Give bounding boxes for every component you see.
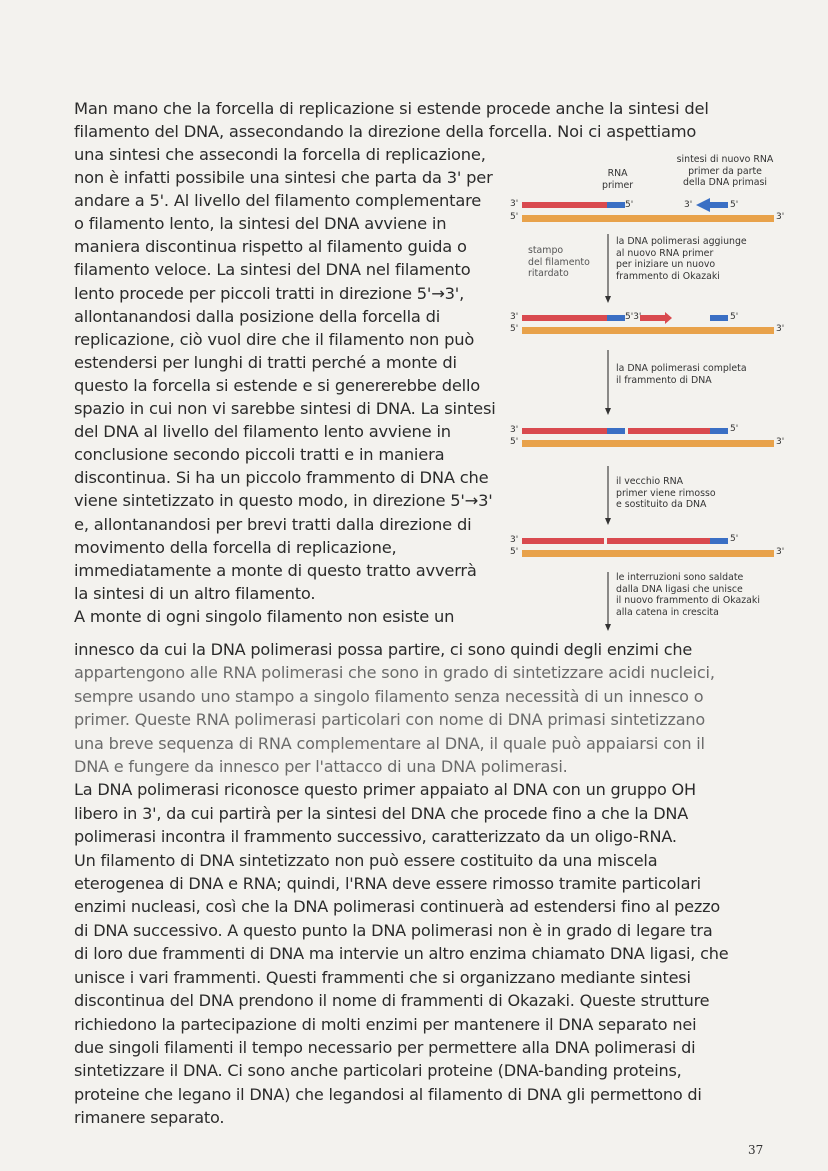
step4-label (616, 572, 760, 618)
new-dna-strand (522, 428, 607, 434)
end-label: 3' (510, 425, 519, 435)
label-line: alla catena in crescita (616, 606, 719, 618)
top-paragraph (74, 97, 794, 143)
text-line: due singoli filamenti il tempo necessario per permettere alla DNA polimerasi di (74, 1037, 696, 1057)
end-label: 3' (510, 535, 519, 545)
end-label: 5' (730, 200, 739, 210)
text-line: appartengono alle RNA polimerasi che sono in grado di sintetizzare acidi nucleici, (74, 663, 715, 683)
label-line: stampo (528, 245, 564, 256)
text-line: libero in 3', da cui partirà per la sintesi del DNA che procede fino a che la DNA (74, 803, 689, 823)
label-line: il vecchio RNA (616, 476, 684, 487)
arrow-left-icon (696, 198, 710, 212)
label-line: primer (602, 179, 634, 191)
label-line: le interruzioni sono saldate (616, 572, 744, 583)
label-line: dalla DNA ligasi che unisce (616, 583, 743, 595)
text-line: andare a 5'. Al livello del filamento complementare (74, 191, 482, 211)
text-line: questo la forcella si estende e si genererebbe dello (74, 375, 481, 395)
text-line: A monte di ogni singolo filamento non esiste un (74, 606, 455, 626)
text-line: maniera discontinua rispetto al filamento guida o (74, 237, 467, 257)
new-dna-strand (640, 315, 665, 321)
rna-primer (710, 202, 728, 208)
step3-label (616, 476, 716, 511)
text-line: discontinua del DNA prendono il nome di frammenti di Okazaki. Queste strutture (74, 991, 710, 1011)
rna-primer (710, 428, 728, 434)
label-line: sintesi di nuovo RNA (676, 154, 774, 165)
step2-label (616, 363, 747, 386)
step1-label (616, 236, 747, 282)
arrow-down-icon (605, 518, 611, 525)
text-line: rimanere separato. (74, 1108, 225, 1128)
label-line: e sostituito da DNA (616, 499, 707, 510)
text-line: la sintesi di un altro filamento. (74, 583, 316, 603)
rna-primer (710, 538, 728, 544)
end-label: 5' (730, 312, 739, 322)
end-label: 3' (776, 437, 785, 447)
end-label: 3' (776, 547, 785, 557)
label-line: al nuovo RNA primer (616, 247, 714, 259)
text-line: del DNA al livello del filamento lento avviene in (74, 422, 451, 442)
end-label: 5'3' (625, 312, 642, 322)
text-line: proteine che legano il DNA) che legandosi al filamento di DNA gli permettono di (74, 1084, 702, 1104)
label-line: primer viene rimosso (616, 487, 716, 499)
text-line: sintetizzare il DNA. Ci sono anche particolari proteine (DNA-banding proteins, (74, 1061, 682, 1081)
label-line: primer da parte (688, 165, 762, 177)
text-line: filamento veloce. La sintesi del DNA nel filamento (74, 260, 471, 280)
label-line: la DNA polimerasi completa (616, 363, 747, 374)
end-label: 5' (625, 200, 634, 210)
new-dna-strand (607, 538, 710, 544)
diagram-graphics (510, 148, 800, 638)
label-line: della DNA primasi (682, 177, 768, 188)
text-line: discontinua. Si ha un piccolo frammento di DNA che (74, 468, 489, 488)
end-label: 3' (510, 199, 519, 209)
template-strand (522, 440, 774, 447)
end-label: 5' (730, 534, 739, 544)
end-label: 5' (510, 324, 519, 334)
text-line: polimerasi incontra il frammento successivo, caratterizzato da un oligo-RNA. (74, 827, 677, 847)
text-line: Man mano che la forcella di replicazione si estende procede anche la sintesi del (74, 99, 709, 118)
text-line: o filamento lento, la sintesi del DNA avviene in (74, 214, 447, 234)
bottom-text (74, 638, 764, 1130)
end-label: 3' (510, 312, 519, 322)
label-line: RNA (607, 168, 628, 179)
text-line: DNA e fungere da innesco per l'attacco di una DNA polimerasi. (74, 757, 568, 777)
rna-primer-label (602, 168, 633, 191)
text-line: unisce i vari frammenti. Questi frammenti che si organizzano mediante sintesi (74, 967, 691, 987)
text-line: replicazione, ciò vuol dire che il filamento non può (74, 329, 475, 349)
rna-primer (607, 315, 625, 321)
end-label: 3' (684, 200, 693, 210)
new-dna-strand (628, 428, 710, 434)
text-line: enzimi nucleasi, così che la DNA polimerasi continuerà ad estendersi fino al pezzo (74, 897, 721, 917)
end-label: 3' (776, 324, 785, 334)
text-line: una breve sequenza di RNA complementare al DNA, il quale può appaiarsi con il (74, 733, 705, 753)
text-line: innesco da cui la DNA polimerasi possa partire, ci sono quindi degli enzimi che (74, 640, 693, 659)
rna-primer (607, 428, 625, 434)
text-line: viene sintetizzato in questo modo, in direzione 5'→3' (74, 491, 493, 511)
text-line: una sintesi che assecondi la forcella di replicazione, (74, 145, 486, 164)
text-line: di DNA successivo. A questo punto la DNA polimerasi non è in grado di legare tra (74, 920, 713, 940)
label-line: il nuovo frammento di Okazaki (616, 595, 760, 606)
text-line: movimento della forcella di replicazione, (74, 537, 397, 557)
text-line: eterogenea di DNA e RNA; quindi, l'RNA deve essere rimosso tramite particolari (74, 874, 701, 894)
end-label: 5' (510, 437, 519, 447)
text-line: non è infatti possibile una sintesi che parta da 3' per (74, 168, 493, 188)
left-column-text (74, 143, 504, 628)
label-line: frammento di Okazaki (616, 270, 720, 282)
end-label: 5' (510, 212, 519, 222)
text-line: spazio in cui non vi sarebbe sintesi di DNA. La sintesi (74, 399, 496, 419)
new-dna-strand (522, 538, 604, 544)
label-line: per iniziare un nuovo (616, 259, 716, 270)
template-strand (522, 550, 774, 557)
arrow-down-icon (605, 408, 611, 415)
text-line: filamento del DNA, assecondando la direzione della forcella. Noi ci aspettiamo (74, 122, 697, 141)
new-dna-strand (522, 202, 607, 208)
text-line: immediatamente a monte di questo tratto avverrà (74, 560, 477, 580)
rna-primer (607, 202, 625, 208)
text-line: estendersi per lunghi di tratti perché a monte di (74, 352, 457, 372)
page-number: 37 (748, 1143, 764, 1157)
new-dna-strand (522, 315, 607, 321)
text-line: allontanandosi dalla posizione della forcella di (74, 306, 441, 326)
text-line: primer. Queste RNA polimerasi particolari con nome di DNA primasi sintetizzano (74, 710, 706, 730)
end-label: 3' (776, 212, 785, 222)
text-line: sempre usando uno stampo a singolo filamento senza necessità di un innesco o (74, 686, 704, 706)
text-line: La DNA polimerasi riconosce questo primer appaiato al DNA con un gruppo OH (74, 780, 696, 800)
template-label (528, 245, 590, 280)
end-label: 5' (510, 547, 519, 557)
label-line: la DNA polimerasi aggiunge (616, 236, 747, 247)
okazaki-diagram (510, 148, 800, 638)
template-strand (522, 327, 774, 334)
end-label: 5' (730, 424, 739, 434)
label-line: il frammento di DNA (616, 374, 712, 386)
text-line: conclusione secondo piccoli tratti e in maniera (74, 445, 445, 465)
arrow-down-icon (605, 624, 611, 631)
primase-label (660, 154, 790, 189)
template-strand (522, 215, 774, 222)
text-line: lento procede per piccoli tratti in direzione 5'→3', (74, 283, 465, 303)
rna-primer (710, 315, 728, 321)
text-line: richiedono la partecipazione di molti enzimi per mantenere il DNA separato nei (74, 1014, 697, 1034)
text-line: Un filamento di DNA sintetizzato non può essere costituito da una miscela (74, 850, 658, 870)
label-line: ritardato (528, 268, 569, 279)
text-line: e, allontanandosi per brevi tratti dalla direzione di (74, 514, 472, 534)
label-line: del filamento (528, 256, 590, 268)
text-line: di loro due frammenti di DNA ma intervie un altro enzima chiamato DNA ligasi, che (74, 944, 729, 964)
